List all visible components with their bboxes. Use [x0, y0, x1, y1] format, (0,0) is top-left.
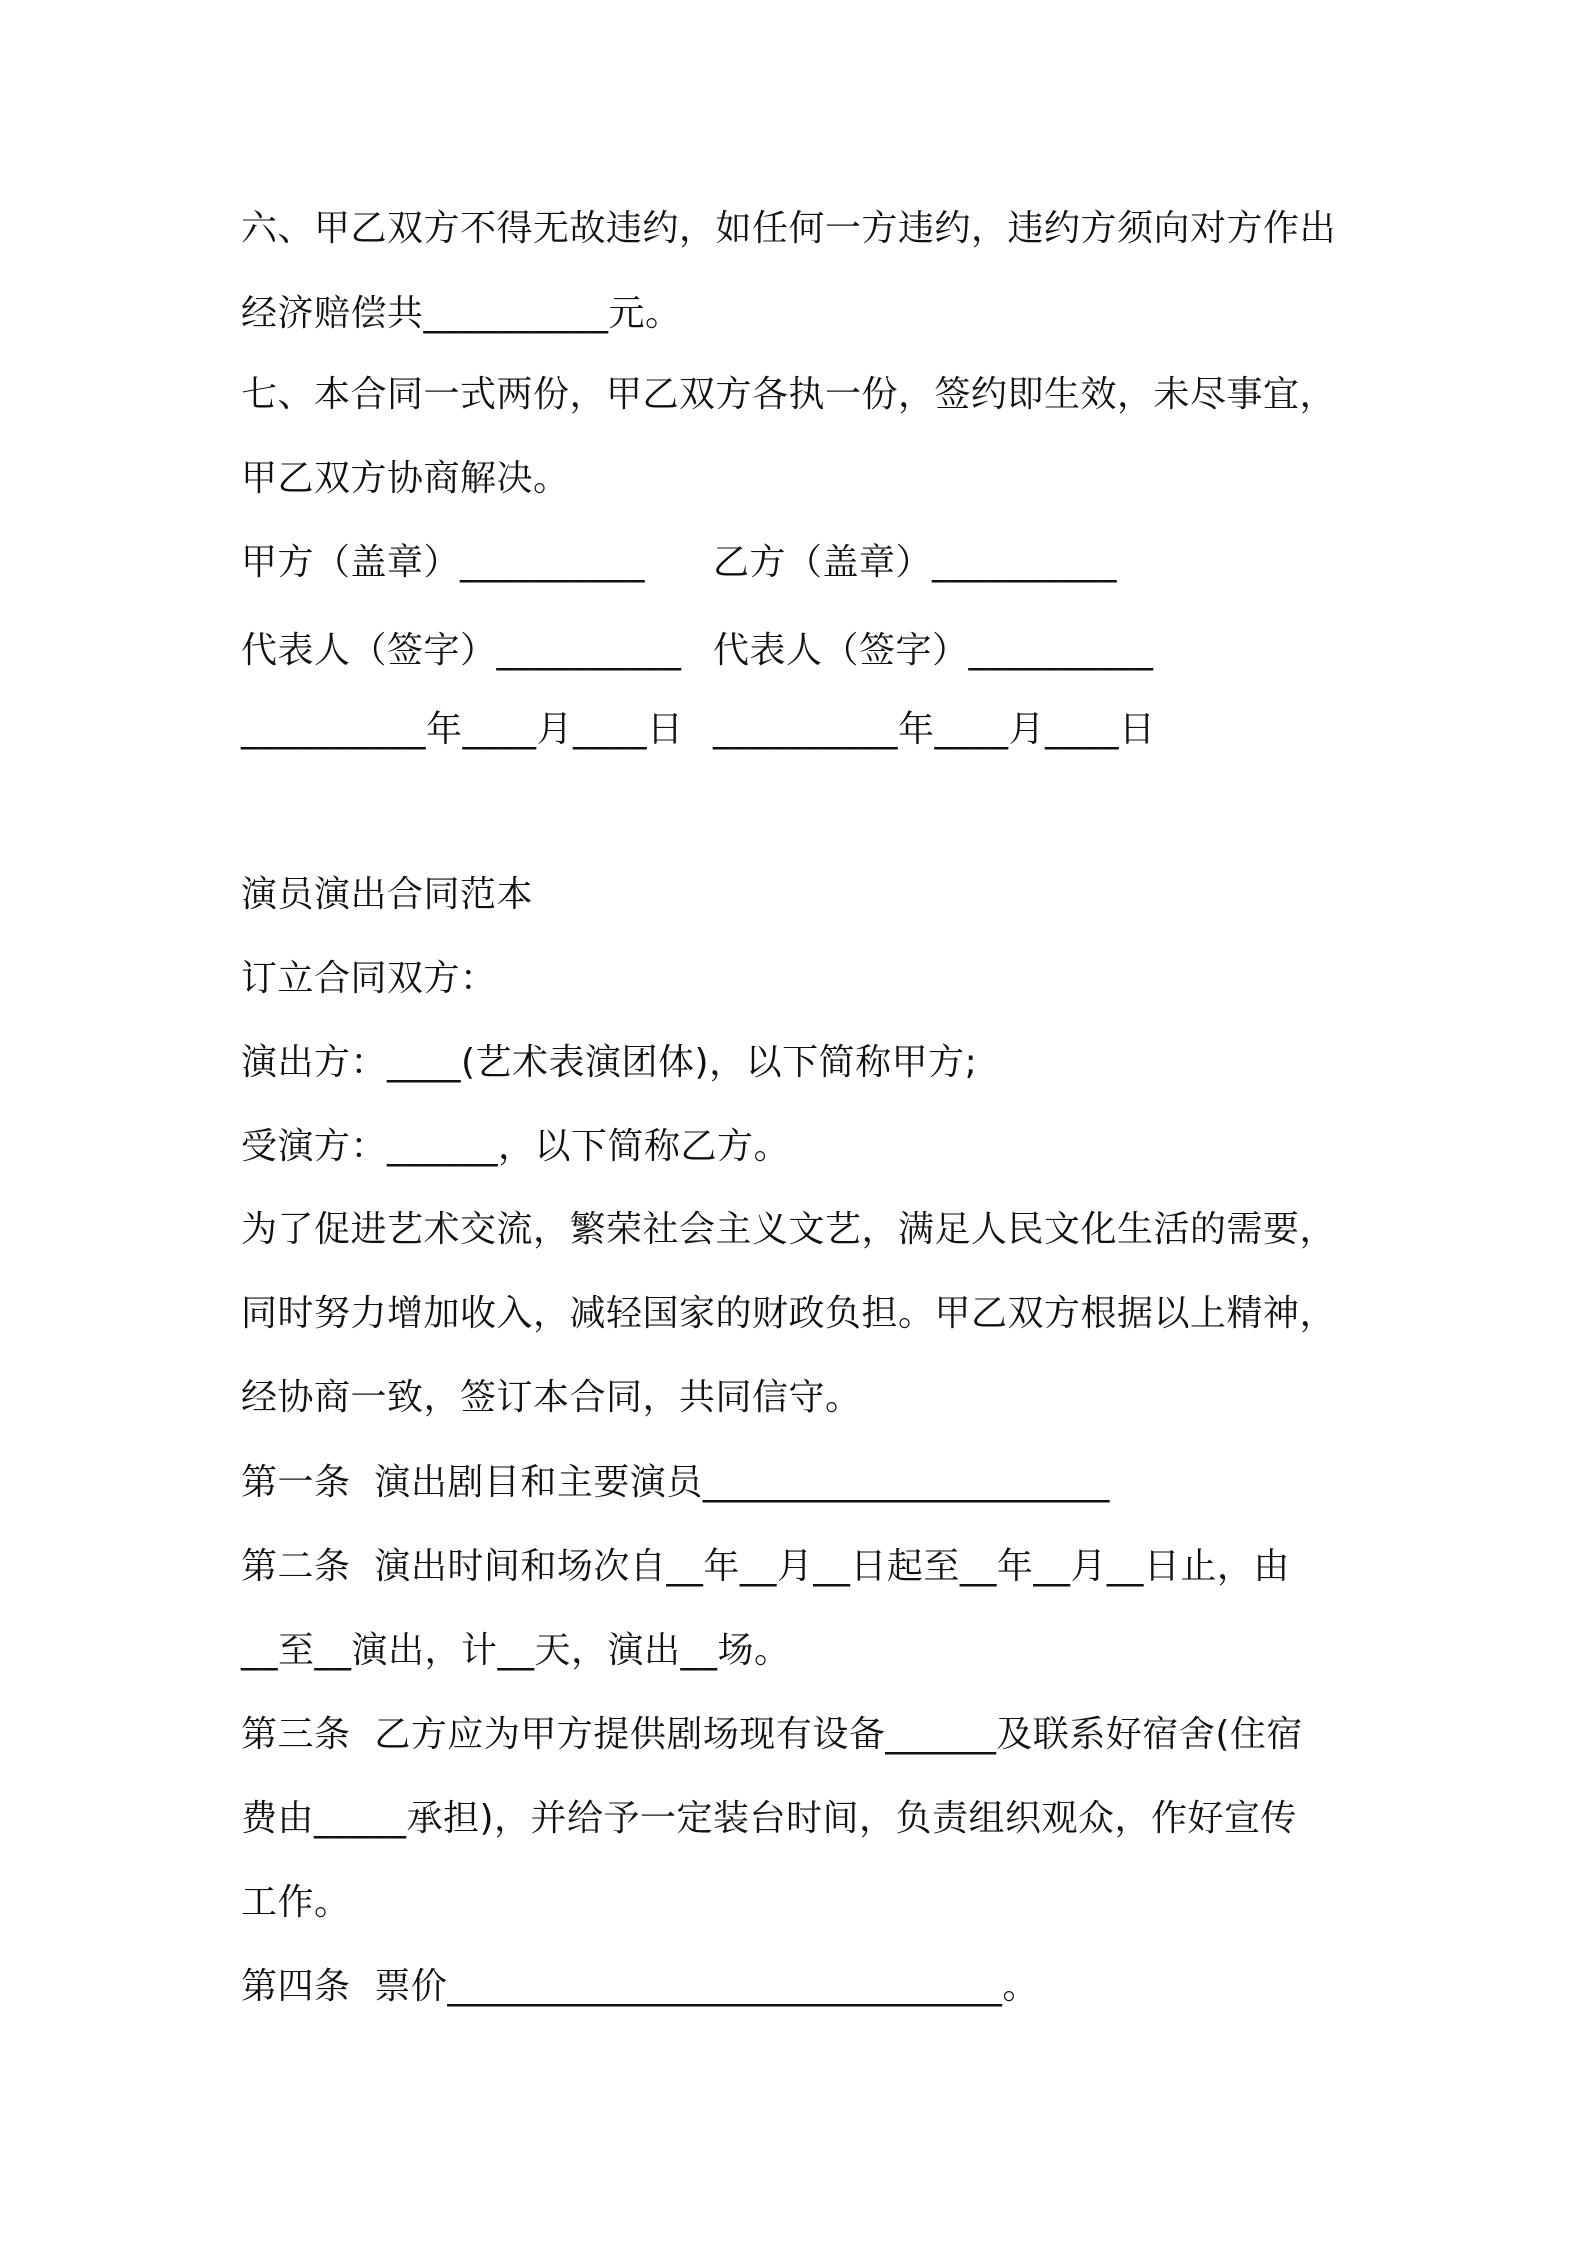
party-a-representative-line: 代表人（签字）__________: [241, 630, 682, 671]
clause-7-line-1: 七、本合同一式两份，甲乙双方各执一份，签约即生效，未尽事宜，: [241, 374, 1337, 415]
article-3-line-1: 第三条 乙方应为甲方提供剧场现有设备______及联系好宿舍(住宿: [241, 1714, 1303, 1755]
contract-title: 演员演出合同范本: [241, 874, 534, 915]
preamble-line-3: 经协商一致，签订本合同，共同信守。: [241, 1377, 862, 1418]
party-b-seal-line: 乙方（盖章）__________: [713, 542, 1118, 583]
party-a-seal-line: 甲方（盖章）__________: [241, 542, 646, 583]
article-1: 第一条 演出剧目和主要演员______________________: [241, 1462, 1110, 1503]
article-4: 第四条 票价______________________________。: [241, 1966, 1039, 2007]
clause-6-line-2: 经济赔偿共__________元。: [241, 293, 682, 334]
preamble-line-1: 为了促进艺术交流，繁荣社会主义文艺，满足人民文化生活的需要，: [241, 1209, 1337, 1250]
party-b-date-line: __________年____月____日: [713, 709, 1156, 750]
article-3-line-3: 工作。: [241, 1882, 351, 1923]
article-2-line-1: 第二条 演出时间和场次自__年__月__日起至__年__月__日止，由: [241, 1546, 1290, 1587]
preamble-line-2: 同时努力增加收入，减轻国家的财政负担。甲乙双方根据以上精神，: [241, 1293, 1337, 1334]
clause-6-line-1: 六、甲乙双方不得无故违约，如任何一方违约，违约方须向对方作出: [241, 208, 1337, 249]
party-a-date-line: __________年____月____日: [241, 709, 684, 750]
article-3-line-2: 费由_____承担)，并给予一定装台时间，负责组织观众，作好宣传: [241, 1798, 1298, 1839]
party-b-representative-line: 代表人（签字）__________: [713, 630, 1154, 671]
clause-7-line-2: 甲乙双方协商解决。: [241, 458, 570, 499]
host-party: 受演方：______，以下简称乙方。: [241, 1126, 791, 1167]
parties-heading: 订立合同双方：: [241, 958, 497, 999]
performer-party: 演出方：____(艺术表演团体)，以下简称甲方;: [241, 1042, 978, 1083]
article-2-line-2: __至__演出，计__天，演出__场。: [241, 1630, 791, 1671]
